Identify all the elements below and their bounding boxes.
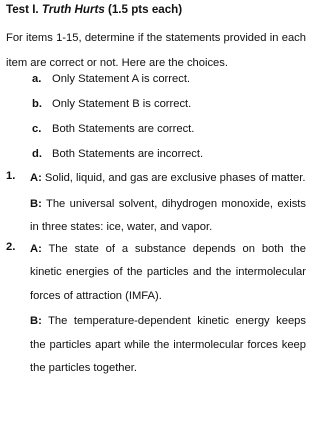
- choice-b: [0, 95, 310, 120]
- statement-a: [30, 238, 306, 309]
- statement-a-text: Solid, liquid, and gas are exclusive phases of matter.: [41, 172, 306, 184]
- choice-letter: d.: [32, 148, 42, 160]
- statement-b-text: The universal solvent, dihydrogen monoxide, exists in three states: ice, water, and vapor.: [30, 197, 306, 233]
- question-item-1: [0, 167, 310, 240]
- question-number: 2.: [6, 240, 16, 253]
- choices-list: [0, 70, 310, 170]
- choice-a: [0, 70, 310, 95]
- statement-b: [30, 193, 306, 240]
- statement-a-tag: A:: [30, 172, 42, 184]
- statement-a: [30, 167, 306, 191]
- test-label: Test I.: [6, 3, 42, 16]
- question-item-2: [0, 238, 310, 381]
- statement-b-tag: B:: [30, 197, 42, 210]
- statement-a-tag: A:: [30, 242, 42, 255]
- test-heading: [6, 3, 182, 16]
- choice-text: Only Statement A is correct.: [52, 73, 191, 85]
- instructions-paragraph: For items 1-15, determine if the statements provided in each item are correct or not. Here are the choices.: [6, 32, 306, 69]
- choice-text: Both Statements are correct.: [52, 123, 195, 135]
- question-number: 1.: [6, 170, 16, 182]
- choice-text: Both Statements are incorrect.: [52, 148, 204, 160]
- statement-b-text: The temperature-dependent kinetic energy keeps the particles apart while the intermolecular forces keep the particles together.: [30, 315, 306, 374]
- choice-letter: a.: [32, 73, 42, 85]
- choice-letter: c.: [32, 123, 42, 135]
- test-points: (1.5 pts each): [104, 3, 183, 16]
- choice-text: Only Statement B is correct.: [52, 98, 192, 110]
- statement-b: [30, 310, 306, 381]
- choice-letter: b.: [32, 98, 42, 110]
- choice-c: [0, 120, 310, 145]
- question-list: [0, 170, 310, 381]
- statement-b-tag: B:: [30, 315, 42, 327]
- statement-a-text: The state of a substance depends on both the kinetic energies of the particles and the intermolecular forces of attraction (IMFA).: [30, 242, 306, 302]
- test-title: Truth Hurts: [41, 3, 105, 16]
